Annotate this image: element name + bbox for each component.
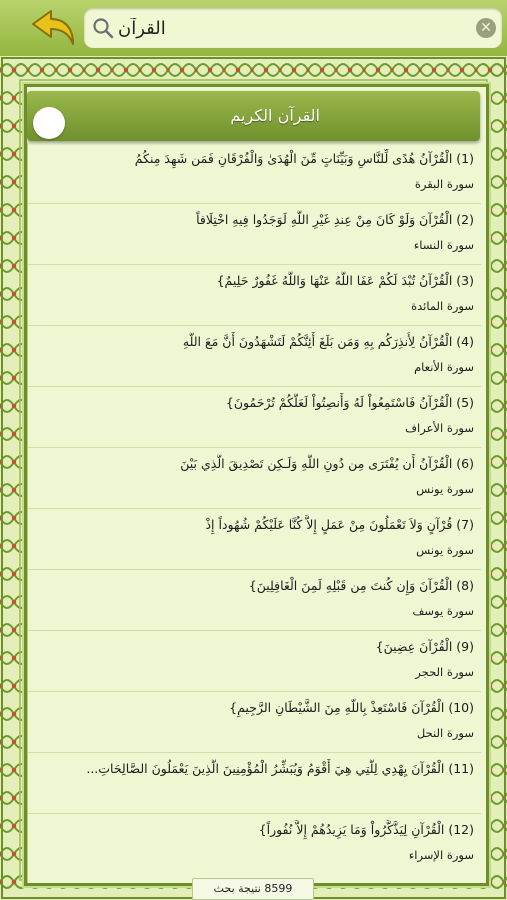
- list-item[interactable]: [28, 692, 481, 753]
- surah-name: سورة يونس: [416, 543, 474, 557]
- surah-name: سورة النساء: [413, 238, 474, 252]
- verse-text: (1) الْقُرْآنُ هُدًى لِّلنَّاسِ وَبَيِّنَاتٍ مِّنَ الْهُدَىٰ وَالْفُرْقَانِ فَمَن شَهِدَ مِنكُمُ: [134, 151, 474, 166]
- search-input[interactable]: [118, 8, 458, 48]
- verse-text: (3) الْقُرْآنُ تُبْدَ لَكُمْ عَفَا اللَّهُ عَنْهَا وَاللَّهُ غَفُورٌ حَلِيمٌ}: [216, 273, 474, 288]
- results-list: [27, 143, 481, 883]
- surah-name: سورة الحجر: [415, 665, 474, 679]
- search-icon: [92, 17, 114, 39]
- verse-text: (11) الْقُرْآنَ يِهْدِي لِلَّتِي هِيَ أَقْوَمُ وَيُبَشِّرُ الْمُؤْمِنِينَ الَّذِينَ يَعْمَلُونَ الصَّالِحَاتِ...: [86, 761, 474, 776]
- list-item[interactable]: [28, 265, 481, 326]
- surah-name: سورة الإسراء: [408, 848, 474, 862]
- verse-text: (4) الْقُرْآنُ لِأُنذِرَكُم بِهِ وَمَن بَلَغَ أَئِنَّكُمْ لَتَشْهَدُونَ أَنَّ مَعَ اللَّهِ: [182, 334, 474, 349]
- verse-text: (12) الْقُرْآنِ لِيَذَّكَّرُواْ وَمَا يَزِيدُهُمْ إِلاَّ نُفُوراً}: [258, 822, 474, 837]
- list-item[interactable]: [28, 753, 481, 814]
- list-item[interactable]: [28, 204, 481, 265]
- list-item[interactable]: [28, 570, 481, 631]
- surah-name: سورة المائدة: [411, 299, 474, 313]
- top-bar: [0, 0, 507, 57]
- surah-name: سورة الأعراف: [405, 421, 474, 435]
- verse-text: (10) الْقُرْآنَ فَاسْتَعِذْ بِاللّهِ مِنَ الشَّيْطَانِ الرَّجِيمِ}: [229, 700, 474, 715]
- list-item[interactable]: [28, 387, 481, 448]
- surah-name: سورة الأنعام: [414, 360, 474, 374]
- list-item[interactable]: [28, 631, 481, 692]
- results-count: 8599 نتيجة بحث: [192, 878, 314, 900]
- verse-text: (6) الْقُرْآنُ أَن يُفْتَرَى مِن دُونِ اللَّهِ وَلَـكِن تَصْدِيقَ الَّذِي بَيْنَ: [180, 456, 474, 471]
- back-arrow-icon: [29, 6, 79, 50]
- back-button[interactable]: [28, 4, 80, 52]
- panel-title: القرآن الكريم: [230, 106, 320, 125]
- verse-text: (5) الْقُرْآنُ فَاسْتَمِعُواْ لَهُ وَأَنصِتُواْ لَعَلَّكُمْ تُرْحَمُونَ}: [225, 395, 474, 410]
- verse-text: (7) قُرْآنٍ وَلاَ تَعْمَلُونَ مِنْ عَمَلٍ إِلاَّ كُنَّا عَلَيْكُمْ شُهُوداً إِذْ: [205, 517, 474, 532]
- list-item[interactable]: [28, 814, 481, 883]
- verse-text: (9) الْقُرْآنَ عِضِينَ}: [375, 639, 474, 654]
- list-item[interactable]: [28, 509, 481, 570]
- list-item[interactable]: [28, 448, 481, 509]
- results-panel: [24, 84, 489, 886]
- list-item[interactable]: [28, 326, 481, 387]
- search-box: [84, 8, 502, 48]
- panel-header: [27, 91, 480, 141]
- surah-name: سورة البقرة: [414, 177, 474, 191]
- list-item[interactable]: [28, 143, 481, 204]
- surah-name: سورة يوسف: [412, 604, 474, 618]
- clear-search-button[interactable]: ✕: [476, 18, 496, 38]
- verse-text: (2) الْقُرْآنَ وَلَوْ كَانَ مِنْ عِندِ غَيْرِ اللَّهِ لَوَجَدُوا فِيهِ اخْتِلَافاً: [196, 212, 474, 227]
- surah-name: سورة يونس: [416, 482, 474, 496]
- header-toggle-button[interactable]: [33, 107, 65, 139]
- verse-text: (8) الْقُرْآنَ وَإِن كُنتَ مِن قَبْلِهِ لَمِنَ الْغَافِلِينَ}: [248, 578, 474, 593]
- surah-name: سورة النحل: [416, 726, 474, 740]
